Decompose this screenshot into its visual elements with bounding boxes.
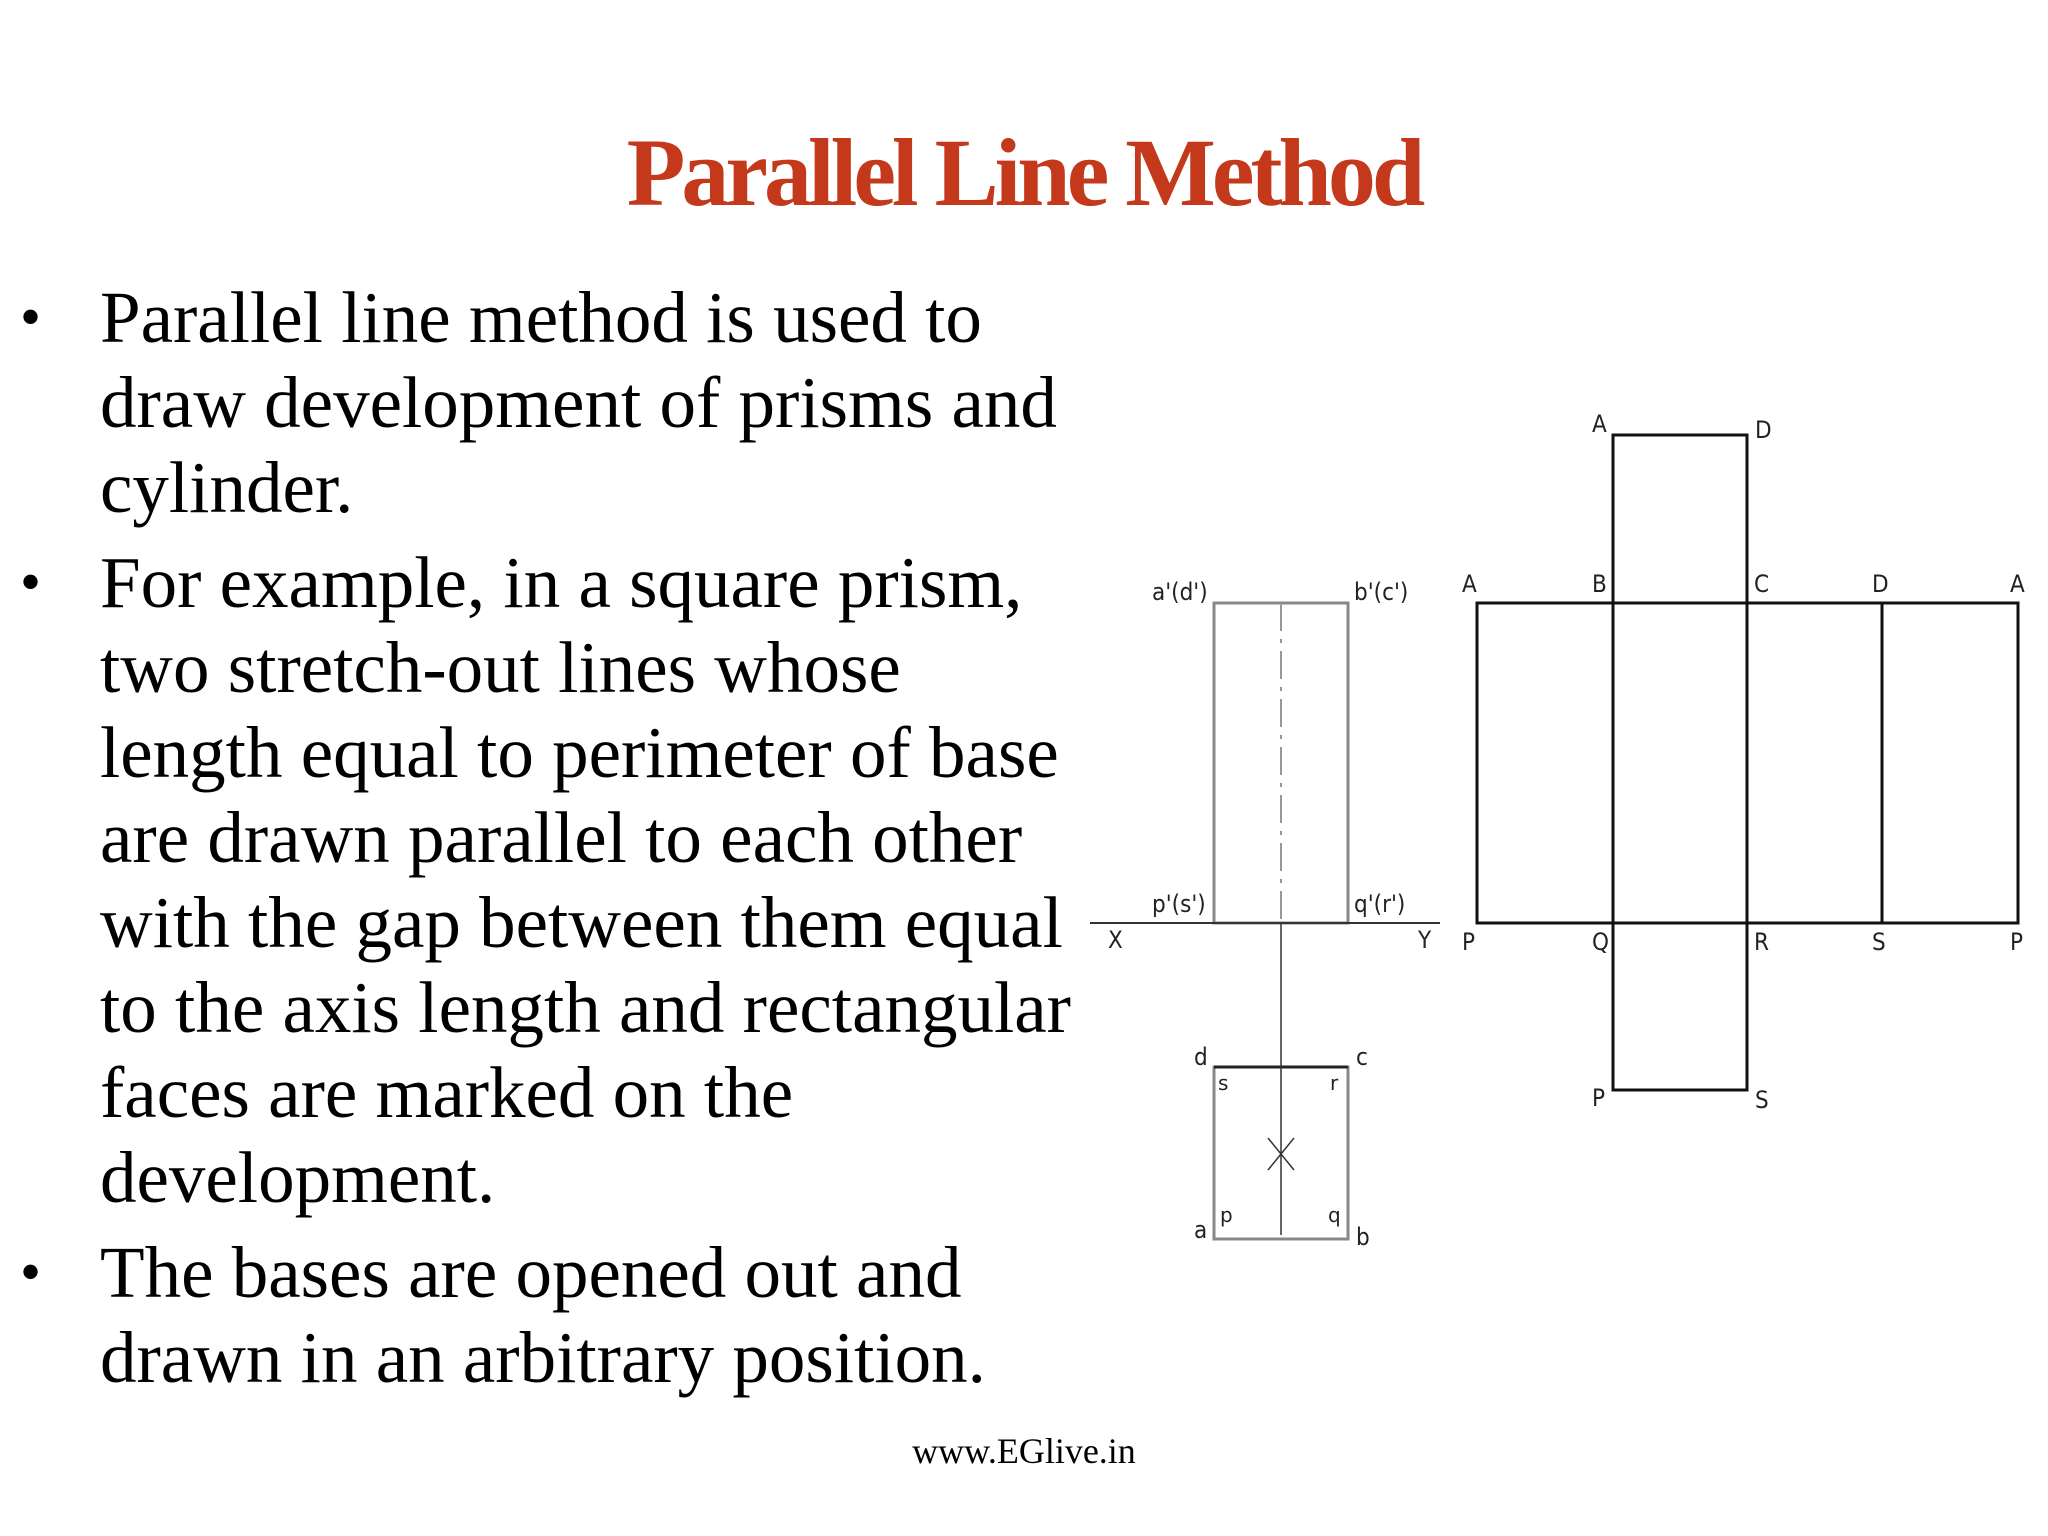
label-s: s <box>1218 1071 1229 1095</box>
label-row-top-D: D <box>1872 570 1889 598</box>
label-row-bottom-P1: P <box>1462 928 1476 956</box>
label-bottom-S: S <box>1755 1086 1769 1114</box>
label-row-bottom-P2: P <box>2010 928 2024 956</box>
bullet-marker: • <box>20 284 42 350</box>
label-x: X <box>1108 926 1123 954</box>
label-c: c <box>1356 1043 1368 1071</box>
label-row-bottom-R: R <box>1754 928 1769 956</box>
bullet-item <box>20 1230 1100 1400</box>
label-top-D: D <box>1755 416 1772 444</box>
label-a-prime-d-prime: a'(d') <box>1152 578 1208 606</box>
footer-url: www.EGlive.in <box>912 1431 1136 1471</box>
label-p-prime-s-prime: p'(s') <box>1152 890 1206 918</box>
label-row-top-A2: A <box>2010 570 2025 598</box>
label-d: d <box>1194 1043 1208 1071</box>
square-prism-development-diagram <box>1090 400 2030 1280</box>
label-q-prime-r-prime: q'(r') <box>1354 890 1406 918</box>
label-y: Y <box>1418 926 1432 954</box>
bullet-list <box>20 275 1100 1410</box>
bullet-item <box>20 540 1100 1220</box>
label-row-top-C: C <box>1754 570 1770 598</box>
label-p: p <box>1220 1203 1233 1227</box>
projection-views <box>1090 603 1440 1239</box>
bullet-text: For example, in a square prism, two stretch-out lines whose length equal to perimeter of base are drawn parallel to each other with the gap between them equal to the axis length and rectangular faces are marked on the development. <box>100 542 1071 1218</box>
bullet-marker: • <box>20 549 42 615</box>
label-row-top-B: B <box>1592 570 1607 598</box>
development-net <box>1477 435 2018 1090</box>
label-row-bottom-Q: Q <box>1592 928 1609 956</box>
top-base-square <box>1613 435 1747 603</box>
label-top-A: A <box>1592 410 1607 438</box>
bullet-marker: • <box>20 1239 42 1305</box>
bottom-base-square <box>1613 923 1747 1090</box>
label-row-top-A1: A <box>1462 570 1477 598</box>
label-q: q <box>1328 1203 1341 1227</box>
slide-title: Parallel Line Method <box>626 119 1422 226</box>
label-a: a <box>1194 1216 1208 1244</box>
label-bottom-P: P <box>1592 1084 1606 1112</box>
bullet-item <box>20 275 1100 530</box>
label-b-prime-c-prime: b'(c') <box>1354 578 1409 606</box>
bullet-text: The bases are opened out and drawn in an arbitrary position. <box>100 1232 986 1398</box>
label-r: r <box>1330 1071 1339 1095</box>
label-row-bottom-S: S <box>1872 928 1886 956</box>
bullet-text: Parallel line method is used to draw development of prisms and cylinder. <box>100 277 1057 528</box>
label-b: b <box>1356 1223 1370 1251</box>
